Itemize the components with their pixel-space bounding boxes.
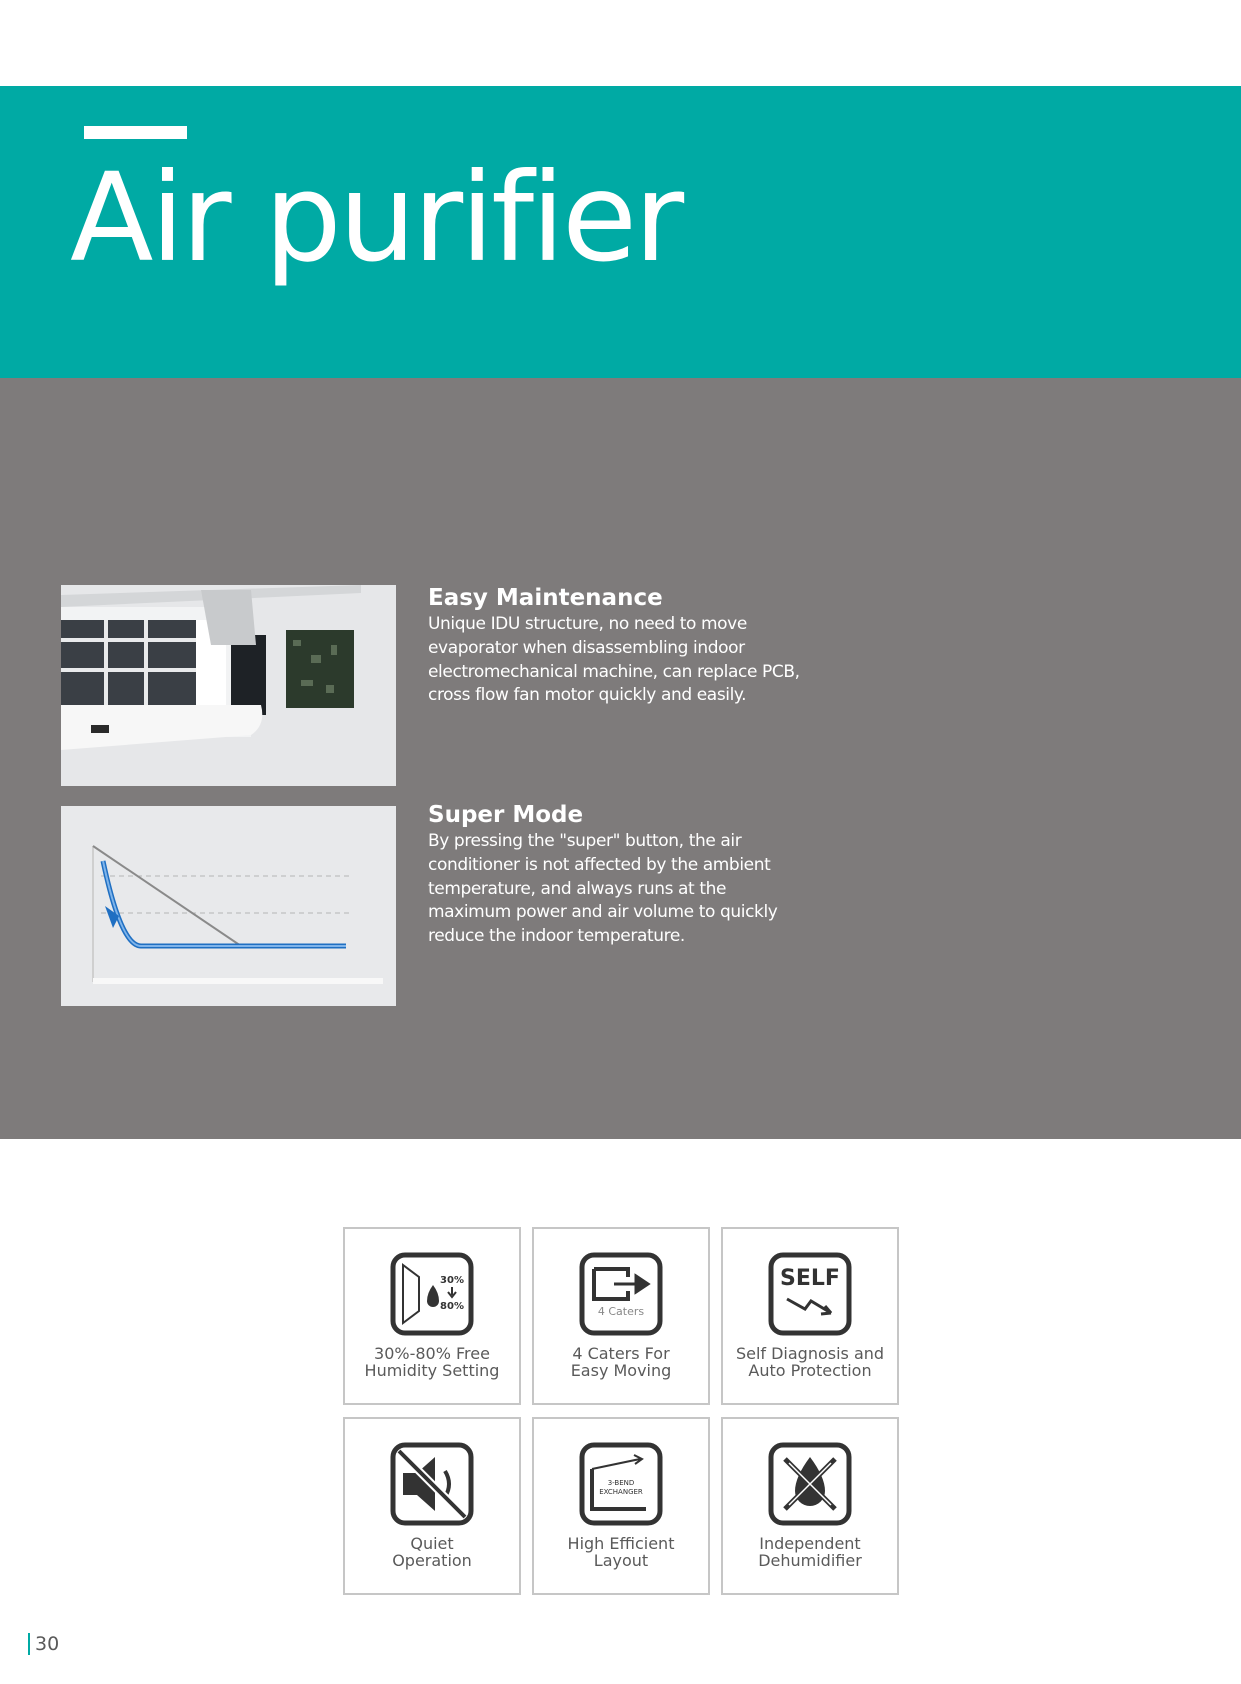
feature-description: Unique IDU structure, no need to move evaporator when disassembling indoor electromechanical machine, can replace PCB, cross flow fan motor quickly and easily. xyxy=(428,614,800,706)
icon-tile-dehumidifier xyxy=(721,1417,899,1595)
svg-text:SELF: SELF xyxy=(780,1266,840,1291)
header-banner xyxy=(0,86,1241,378)
feature-title: Super Mode xyxy=(428,802,584,828)
svg-text:80%: 80% xyxy=(440,1301,464,1312)
page-number: 30 xyxy=(28,1633,59,1655)
svg-text:4 Caters: 4 Caters xyxy=(597,1305,645,1318)
icon-label: Quiet Operation xyxy=(392,1534,472,1570)
icon-label: Self Diagnosis and Auto Protection xyxy=(735,1344,885,1380)
title-accent-bar xyxy=(84,126,187,139)
humidity-drop-icon xyxy=(389,1251,475,1337)
icon-label: Independent Dehumidifier xyxy=(758,1534,862,1570)
mute-speaker-icon xyxy=(389,1441,475,1527)
self-diagnosis-icon xyxy=(767,1251,853,1337)
super-mode-image xyxy=(61,806,396,1006)
easy-maintenance-image xyxy=(61,585,396,786)
dehumidifier-icon xyxy=(767,1441,853,1527)
icon-tile-layout xyxy=(532,1417,710,1595)
icon-tile-self-diagnosis xyxy=(721,1227,899,1405)
exchanger-icon xyxy=(578,1441,664,1527)
icon-tile-humidity xyxy=(343,1227,521,1405)
svg-text:EXCHANGER: EXCHANGER xyxy=(599,1488,643,1496)
casters-icon xyxy=(578,1251,664,1337)
feature-icon-grid xyxy=(343,1227,900,1595)
icon-tile-quiet xyxy=(343,1417,521,1595)
icon-label: 30%-80% Free Humidity Setting xyxy=(364,1344,500,1380)
svg-text:3-BEND: 3-BEND xyxy=(607,1479,635,1487)
icon-label: High Efficient Layout xyxy=(567,1534,675,1570)
feature-description: By pressing the "super" button, the air conditioner is not affected by the ambient temperature, and always runs at the maximum power and air volume to quickly reduce the indoor temperature. xyxy=(428,831,778,947)
page-title: Air purifier xyxy=(70,147,682,289)
icon-tile-casters xyxy=(532,1227,710,1405)
easy-maintenance-text xyxy=(428,584,808,708)
feature-title: Easy Maintenance xyxy=(428,585,663,611)
icon-label: 4 Caters For Easy Moving xyxy=(570,1344,672,1380)
svg-text:30%: 30% xyxy=(440,1275,464,1286)
super-mode-text xyxy=(428,801,808,949)
